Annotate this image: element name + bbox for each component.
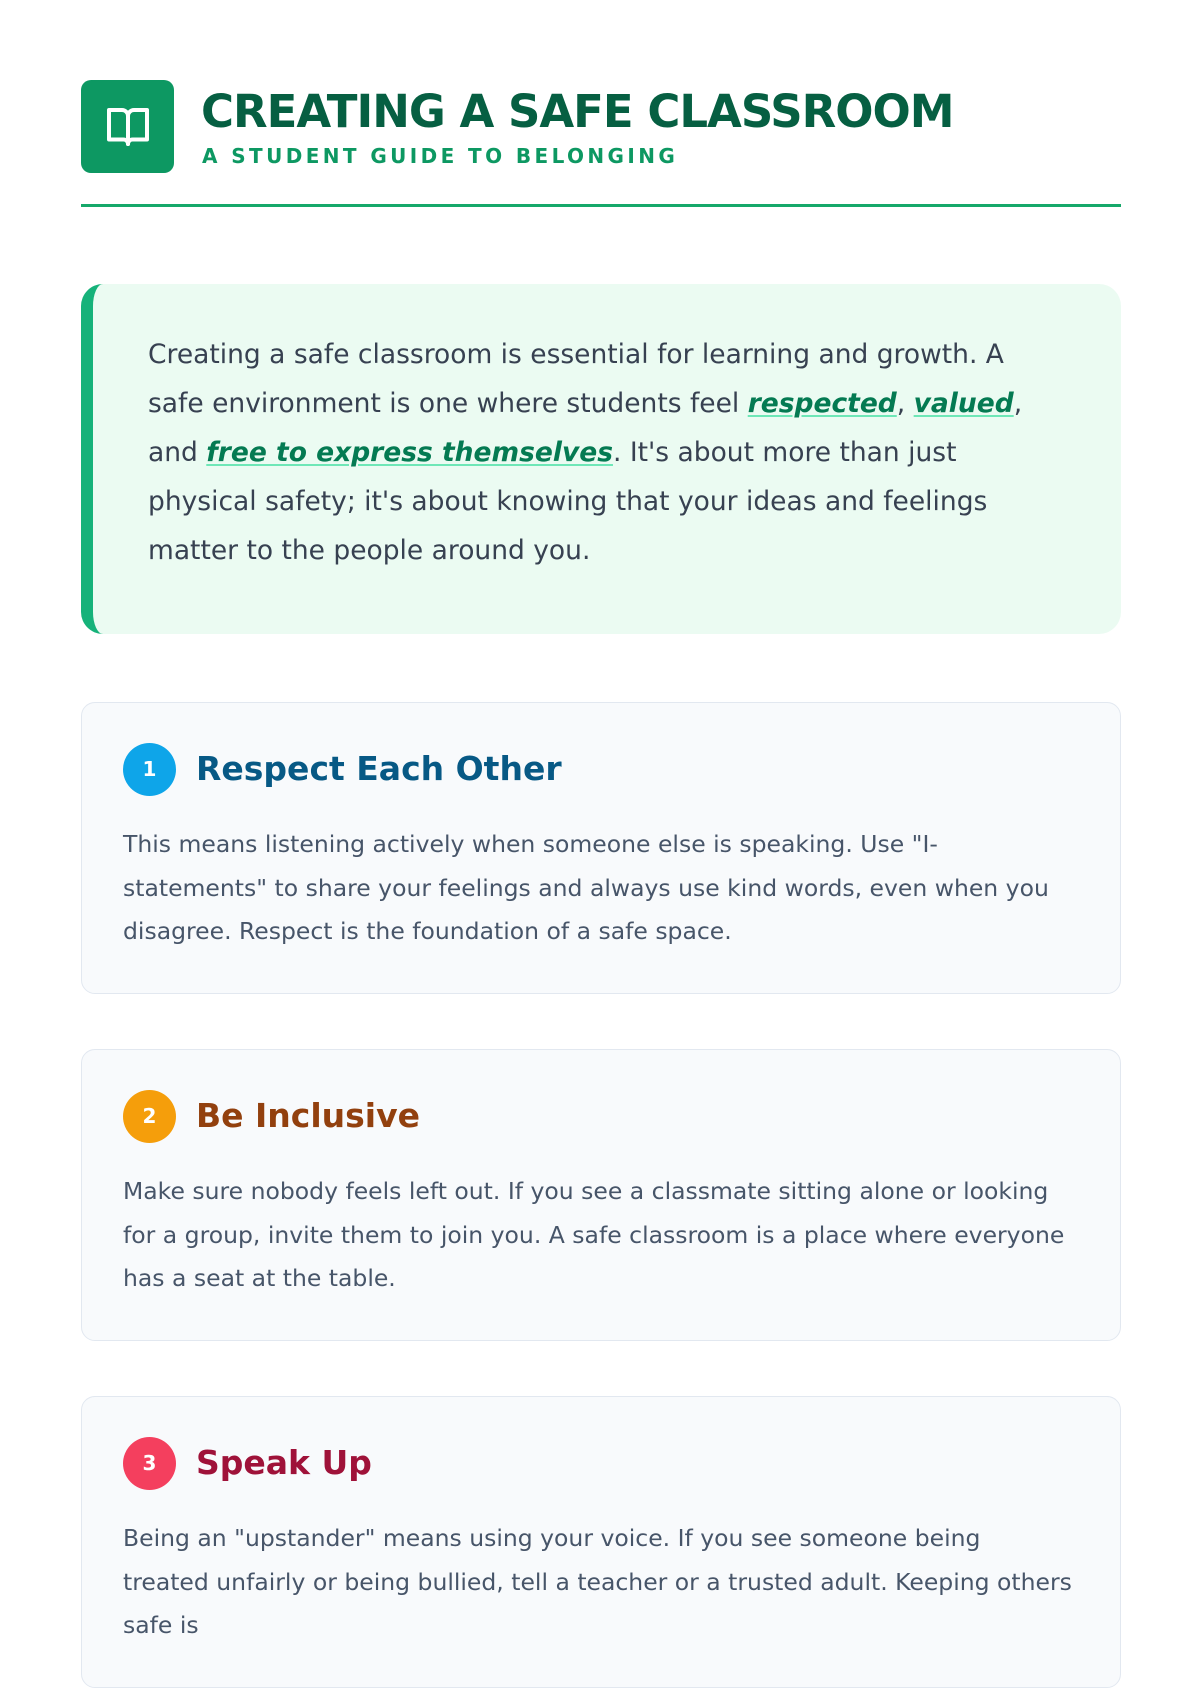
intro-text: Creating a safe classroom is essential for learning and growth. A safe environment is one where students feel [148,339,1004,419]
number-badge: 2 [123,1090,176,1143]
intro-text: , and [148,388,1023,468]
card-body: This means listening actively when someone else is speaking. Use "I-statements" to share your feelings and always use kind words, even when you disagree. Respect is the foundation of a safe space. [123,830,1049,945]
highlight-respected: respected [747,388,897,419]
tip-card-speak-up [81,1396,1121,1688]
card-body: Being an "upstander" means using your voice. If you see someone being treated unfairly or being bullied, tell a teacher or a trusted adult. Keeping others safe is [123,1524,1072,1639]
highlight-free-to-express: free to express themselves [206,437,613,468]
page-header [81,80,1121,207]
number-badge: 3 [123,1437,176,1490]
card-title: Respect Each Other [196,749,562,788]
intro-text: . It's about more than just physical safety; it's about knowing that your ideas and feelings matter to the people around you. [148,437,988,566]
open-book-icon [103,100,153,154]
number-badge: 1 [123,743,176,796]
intro-text: , [896,388,914,419]
card-body: Make sure nobody feels left out. If you see a classmate sitting alone or looking for a group, invite them to join you. A safe classroom is a place where everyone has a seat at the table. [123,1177,1065,1292]
card-title: Speak Up [196,1443,372,1482]
page-title: CREATING A SAFE CLASSROOM [201,85,954,138]
card-title: Be Inclusive [196,1096,421,1135]
intro-paragraph [148,330,1068,575]
highlight-valued: valued [913,388,1014,419]
tip-card-respect [81,702,1121,994]
page-subtitle: A STUDENT GUIDE TO BELONGING [202,144,679,168]
intro-callout [81,284,1121,634]
logo [81,80,174,173]
tip-card-inclusive [81,1049,1121,1341]
